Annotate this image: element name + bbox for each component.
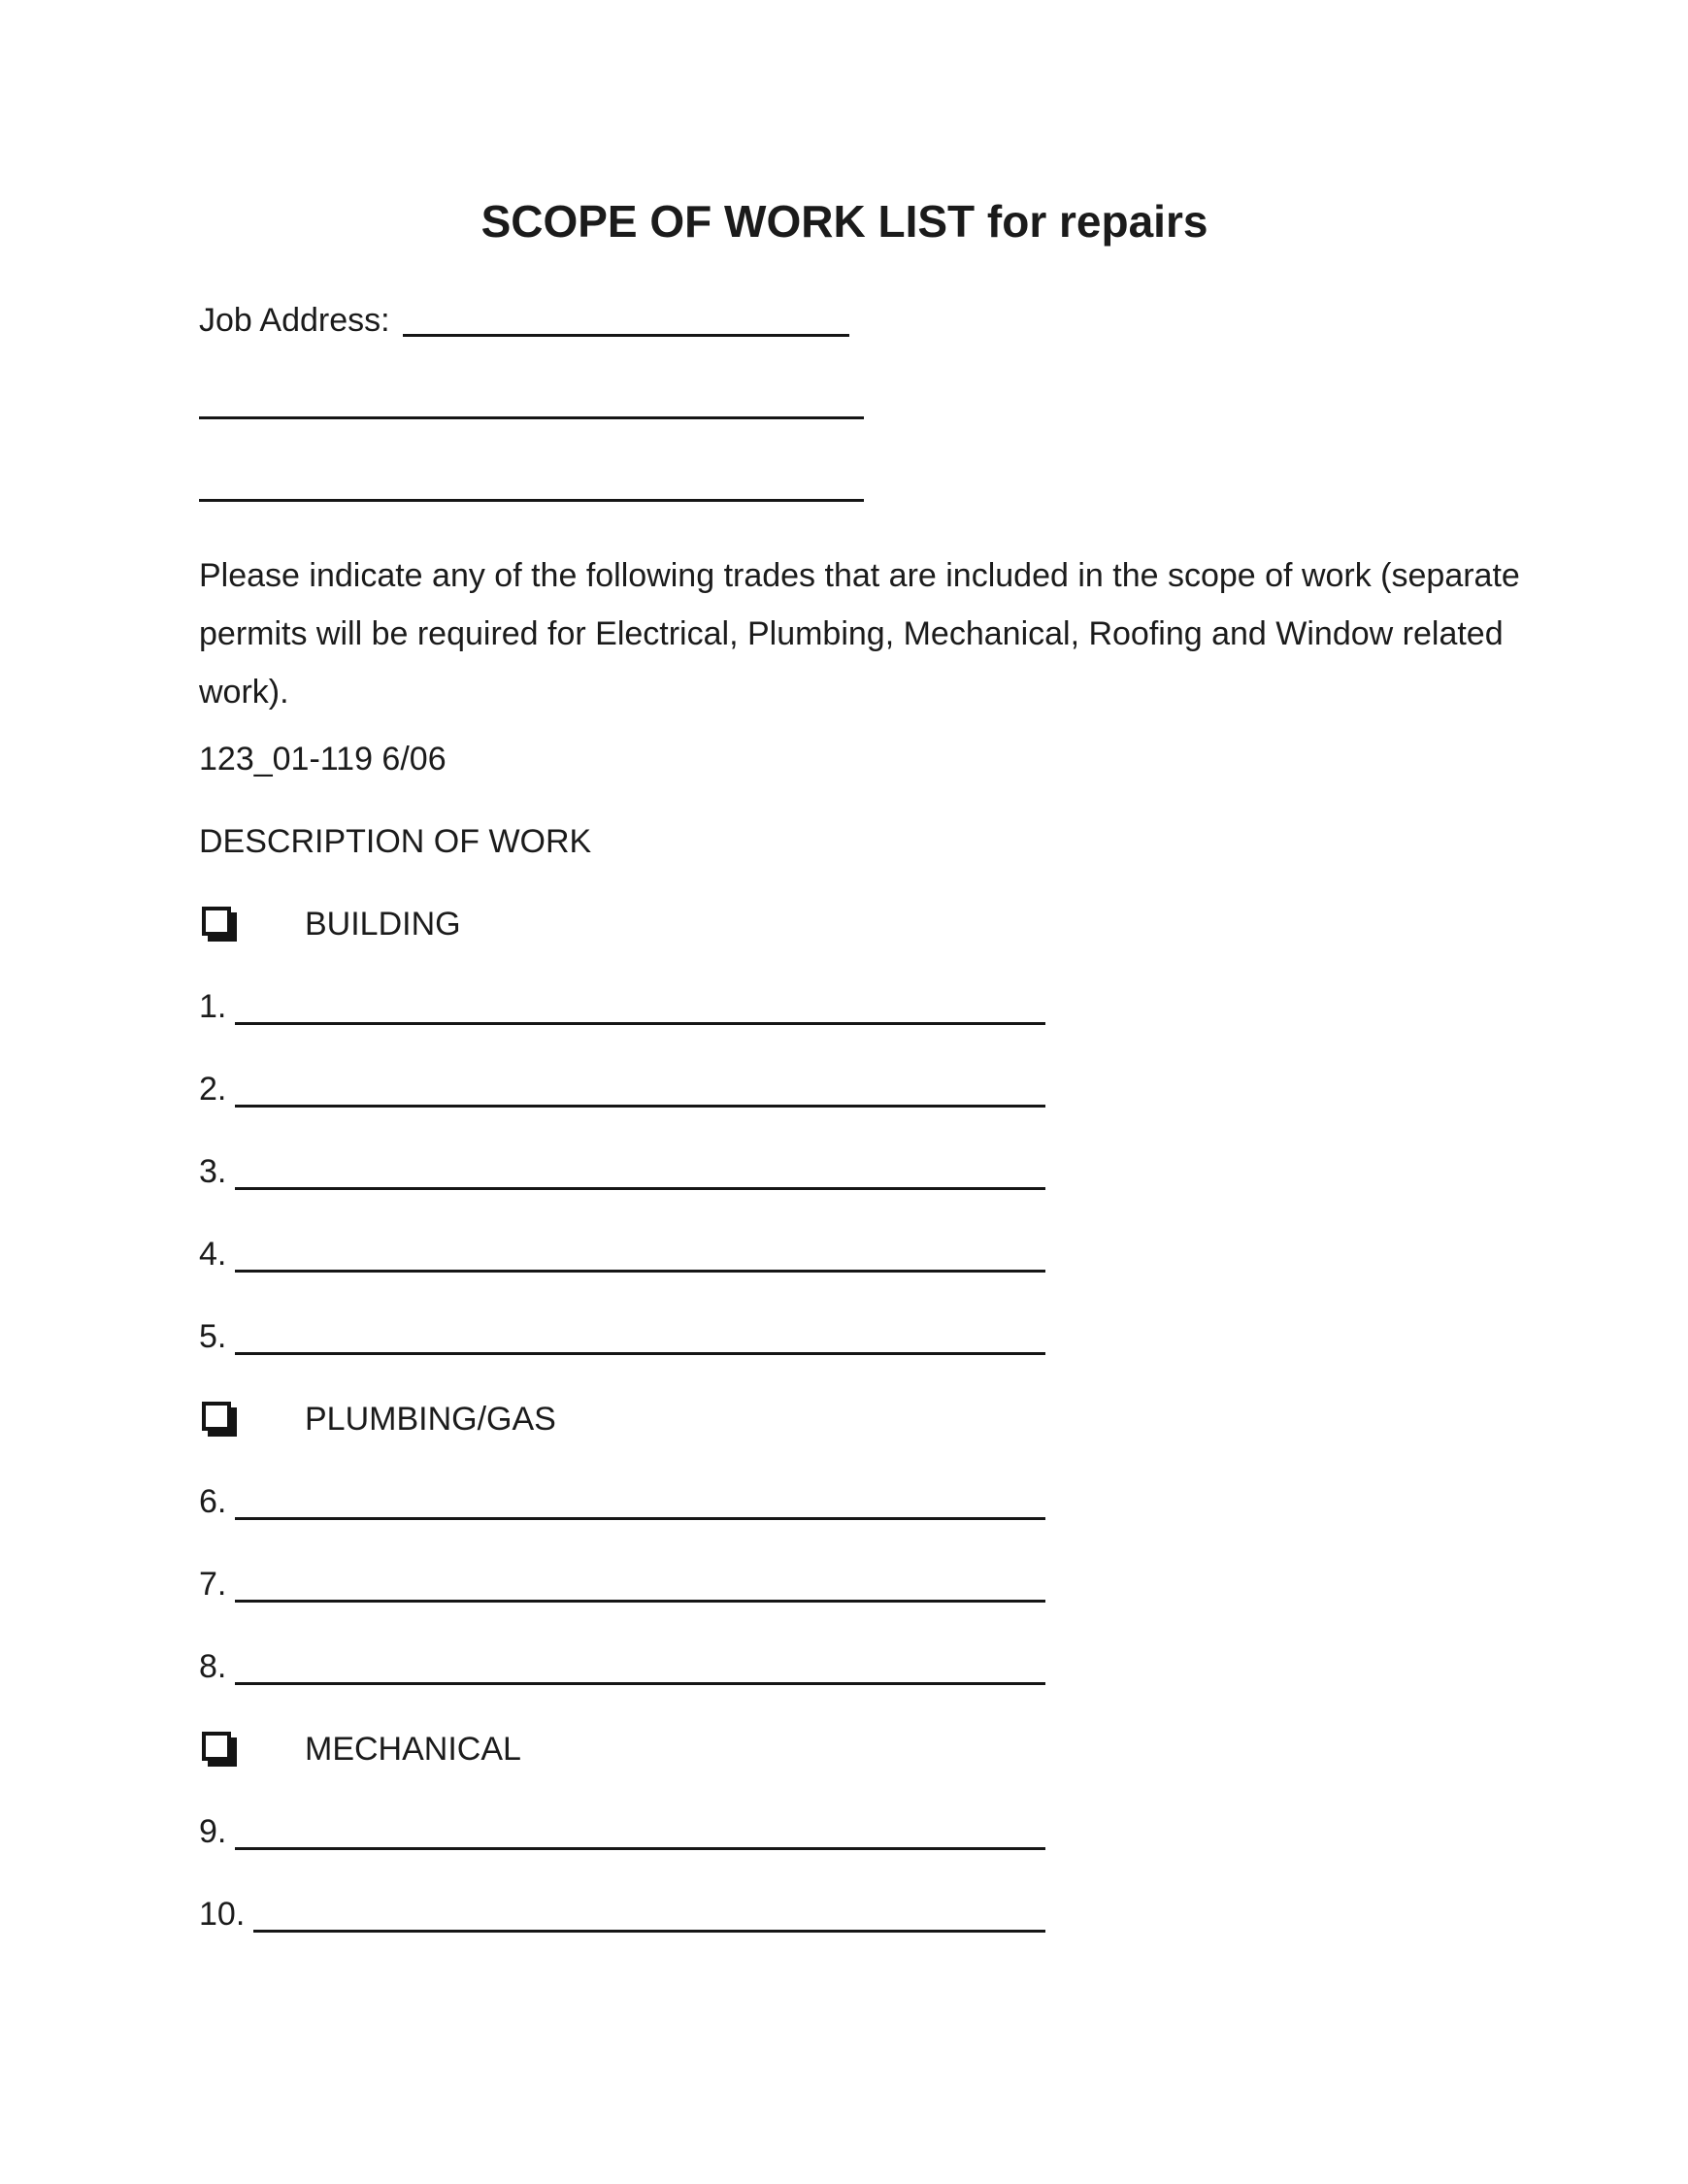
trade-row-plumbing-gas	[199, 1398, 1688, 1440]
job-address-field-line-1[interactable]	[403, 334, 849, 337]
job-address-field-line-3[interactable]	[199, 499, 864, 502]
work-item-line-2[interactable]	[235, 1105, 1045, 1108]
work-item-row-3	[199, 1150, 1045, 1193]
work-item-row-2	[199, 1068, 1045, 1110]
work-item-line-10[interactable]	[253, 1930, 1045, 1933]
trade-label-plumbing-gas: PLUMBING/GAS	[305, 1401, 556, 1438]
work-item-number-6: 6.	[199, 1483, 227, 1520]
trade-label-mechanical: MECHANICAL	[305, 1731, 521, 1768]
trade-label-building: BUILDING	[305, 906, 461, 943]
trade-row-mechanical	[199, 1728, 1688, 1770]
work-item-number-2: 2.	[199, 1071, 227, 1108]
work-item-number-3: 3.	[199, 1153, 227, 1190]
form-number: 123_01-119 6/06	[199, 741, 447, 778]
work-item-number-1: 1.	[199, 988, 227, 1025]
job-address-label: Job Address:	[199, 302, 390, 339]
checkbox-plumbing-gas-icon[interactable]	[202, 1402, 231, 1431]
work-item-row-9	[199, 1810, 1045, 1853]
work-item-number-8: 8.	[199, 1648, 227, 1685]
work-item-line-7[interactable]	[235, 1600, 1045, 1603]
work-item-line-1[interactable]	[235, 1022, 1045, 1025]
intro-paragraph: Please indicate any of the following trades that are included in the scope of work (separate permits will be required for Electrical, Plumbing, Mechanical, Roofing and Window related work).	[199, 557, 1520, 711]
trade-row-building	[199, 903, 1688, 945]
work-item-line-3[interactable]	[235, 1187, 1045, 1190]
work-item-line-4[interactable]	[235, 1270, 1045, 1273]
work-item-row-7	[199, 1563, 1045, 1605]
work-item-number-7: 7.	[199, 1566, 227, 1603]
section-heading: DESCRIPTION OF WORK	[199, 823, 592, 860]
job-address-row-3	[199, 464, 1688, 507]
work-item-row-5	[199, 1315, 1045, 1358]
work-item-row-6	[199, 1480, 1045, 1523]
page-title: SCOPE OF WORK LIST for repairs	[480, 196, 1208, 247]
checkbox-building-icon[interactable]	[202, 907, 231, 936]
work-item-line-5[interactable]	[235, 1352, 1045, 1355]
work-item-number-9: 9.	[199, 1813, 227, 1850]
work-item-number-4: 4.	[199, 1236, 227, 1273]
job-address-field-line-2[interactable]	[199, 416, 864, 419]
work-item-number-5: 5.	[199, 1318, 227, 1355]
work-item-line-8[interactable]	[235, 1682, 1045, 1685]
work-item-number-10: 10.	[199, 1896, 246, 1933]
job-address-row	[199, 299, 1688, 342]
work-item-row-4	[199, 1233, 1045, 1275]
job-address-row-2	[199, 381, 1688, 424]
checkbox-mechanical-icon[interactable]	[202, 1732, 231, 1761]
work-item-line-9[interactable]	[235, 1847, 1045, 1850]
work-item-row-8	[199, 1645, 1045, 1688]
work-item-row-1	[199, 985, 1045, 1028]
work-item-line-6[interactable]	[235, 1517, 1045, 1520]
work-item-row-10	[199, 1893, 1045, 1936]
